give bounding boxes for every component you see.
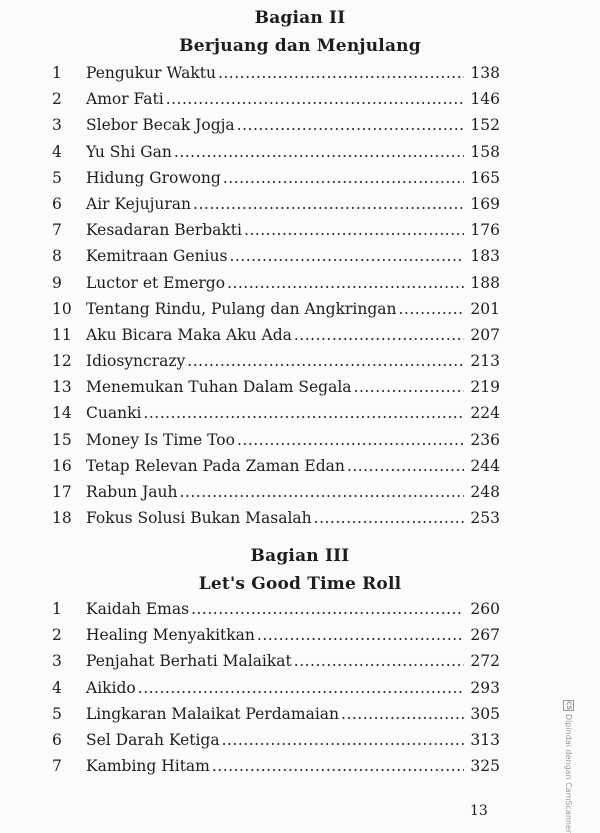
toc-entry-number: 18: [52, 509, 72, 528]
toc-entry-number: 14: [52, 404, 72, 423]
toc-entry-title: Luctor et Emergo: [86, 273, 226, 292]
toc-entry: [52, 402, 500, 428]
toc-entry-number: 3: [52, 116, 62, 135]
toc-dot-leader: [180, 481, 464, 503]
toc-entry-page: 325: [470, 757, 500, 776]
toc-dot-leader: [191, 598, 464, 620]
toc-entry-page: 272: [470, 652, 500, 671]
toc-entry: [52, 167, 500, 193]
section2-part-heading: Bagian II: [254, 8, 346, 28]
toc-entry-page: 188: [470, 273, 500, 292]
toc-entry-number: 9: [52, 273, 62, 292]
toc-dot-leader: [229, 245, 464, 267]
toc-entry-number: 4: [52, 142, 62, 161]
toc-entry-number: 16: [52, 456, 72, 475]
toc-entry-title: Sel Darah Ketiga: [86, 730, 220, 749]
toc-entry-number: 5: [52, 168, 62, 187]
toc-entry-title: Rabun Jauh: [86, 483, 178, 501]
toc-dot-leader: [244, 219, 464, 241]
toc-entry: [52, 729, 500, 755]
toc-entry-title: Kambing Hitam: [86, 757, 210, 776]
toc-entry-title: Hidung Growong: [86, 168, 221, 187]
toc-entry-page: 176: [470, 221, 500, 240]
toc-entry-number: 13: [52, 378, 72, 397]
section3-toc-list: [52, 598, 500, 781]
toc-entry: [52, 376, 500, 402]
toc-dot-leader: [174, 141, 464, 163]
toc-entry: [52, 429, 500, 455]
section2-toc-list: [52, 62, 500, 533]
toc-entry-page: 207: [470, 325, 500, 344]
scanner-watermark: [563, 700, 574, 833]
toc-entry-title: Lingkaran Malaikat Perdamaian: [86, 704, 340, 723]
toc-entry-number: 11: [52, 325, 72, 344]
toc-entry: [52, 193, 500, 219]
toc-entry-page: 305: [470, 704, 500, 723]
toc-dot-leader: [193, 193, 464, 215]
toc-dot-leader: [314, 507, 464, 529]
toc-entry-title: Air Kejujuran: [86, 194, 192, 213]
section2-title-heading: Berjuang dan Menjulang: [179, 36, 421, 56]
toc-entry-page: 219: [470, 378, 500, 397]
section3-title-heading: Let's Good Time Roll: [198, 574, 402, 594]
toc-entry-title: Tentang Rindu, Pulang dan Angkringan: [86, 299, 397, 318]
toc-entry-page: 158: [470, 142, 500, 161]
toc-entry-title: Kemitraan Genius: [86, 247, 228, 266]
toc-entry-title: Aku Bicara Maka Aku Ada: [86, 325, 292, 344]
toc-entry-number: 12: [52, 352, 72, 371]
toc-entry-number: 17: [52, 483, 72, 501]
toc-entry-title: Amor Fati: [86, 90, 164, 109]
toc-entry-title: Kesadaran Berbakti: [86, 221, 242, 240]
toc-entry-number: 2: [52, 626, 62, 645]
toc-entry-title: Fokus Solusi Bukan Masalah: [86, 509, 312, 528]
toc-entry: [52, 114, 500, 140]
toc-dot-leader: [222, 729, 464, 751]
toc-entry-title: Tetap Relevan Pada Zaman Edan: [86, 456, 345, 475]
toc-entry: [52, 481, 500, 507]
page-number: 13: [470, 803, 488, 819]
toc-dot-leader: [187, 350, 464, 372]
toc-entry-number: 7: [52, 221, 62, 240]
section3-part-heading: Bagian III: [250, 546, 350, 566]
toc-entry-page: 138: [470, 64, 500, 82]
toc-dot-leader: [218, 62, 464, 84]
toc-entry-title: Pengukur Waktu: [86, 64, 216, 82]
toc-entry-page: 248: [470, 483, 500, 501]
toc-entry-page: 213: [470, 352, 500, 371]
toc-dot-leader: [227, 272, 464, 294]
toc-entry-page: 236: [470, 430, 500, 449]
toc-dot-leader: [257, 624, 464, 646]
toc-entry-page: 152: [470, 116, 500, 135]
toc-entry: [52, 62, 500, 88]
toc-entry-title: Cuanki: [86, 404, 142, 423]
toc-dot-leader: [347, 455, 464, 477]
toc-entry-title: Idiosyncrazy: [86, 352, 186, 371]
toc-entry-title: Money Is Time Too: [86, 430, 235, 449]
toc-entry: [52, 272, 500, 298]
toc-entry-title: Kaidah Emas: [86, 600, 190, 618]
toc-dot-leader: [237, 429, 464, 451]
toc-entry-number: 2: [52, 90, 62, 109]
toc-entry-page: 244: [470, 456, 500, 475]
toc-entry-number: 1: [52, 600, 62, 618]
toc-entry: [52, 755, 500, 781]
toc-entry-number: 5: [52, 704, 62, 723]
toc-entry-page: 253: [470, 509, 500, 528]
toc-entry-page: 201: [470, 299, 500, 318]
toc-entry-number: 6: [52, 730, 62, 749]
toc-entry-page: 313: [470, 730, 500, 749]
toc-entry: [52, 141, 500, 167]
toc-entry: [52, 624, 500, 650]
toc-dot-leader: [212, 755, 464, 777]
toc-dot-leader: [294, 650, 464, 672]
toc-entry: [52, 507, 500, 533]
toc-entry: [52, 650, 500, 676]
toc-entry-title: Penjahat Berhati Malaikat: [86, 652, 292, 671]
toc-dot-leader: [398, 298, 464, 320]
toc-entry: [52, 677, 500, 703]
toc-dot-leader: [237, 114, 464, 136]
toc-entry-title: Aikido: [86, 678, 136, 697]
toc-entry: [52, 455, 500, 481]
toc-entry-page: 224: [470, 404, 500, 423]
toc-entry-title: Healing Menyakitkan: [86, 626, 255, 645]
toc-entry: [52, 703, 500, 729]
toc-entry-page: 260: [470, 600, 500, 618]
toc-entry: [52, 245, 500, 271]
toc-entry-page: 165: [470, 168, 500, 187]
toc-entry-page: 267: [470, 626, 500, 645]
toc-entry-number: 1: [52, 64, 62, 82]
watermark-text: Dipindai dengan CamScanner: [564, 714, 573, 833]
toc-dot-leader: [223, 167, 464, 189]
toc-entry: [52, 298, 500, 324]
camscanner-icon: CS: [565, 701, 572, 710]
toc-entry: [52, 350, 500, 376]
toc-entry-page: 183: [470, 247, 500, 266]
toc-entry-title: Yu Shi Gan: [86, 142, 172, 161]
toc-entry-number: 10: [52, 299, 72, 318]
toc-entry-number: 8: [52, 247, 62, 266]
toc-entry-page: 169: [470, 194, 500, 213]
toc-dot-leader: [354, 376, 464, 398]
toc-entry-page: 293: [470, 678, 500, 697]
toc-entry-page: 146: [470, 90, 500, 109]
toc-entry-number: 3: [52, 652, 62, 671]
toc-entry-number: 6: [52, 194, 62, 213]
toc-entry-number: 4: [52, 678, 62, 697]
toc-dot-leader: [143, 402, 464, 424]
toc-entry: [52, 324, 500, 350]
toc-entry: [52, 219, 500, 245]
toc-entry-number: 15: [52, 430, 72, 449]
toc-entry: [52, 88, 500, 114]
toc-dot-leader: [138, 677, 464, 699]
toc-dot-leader: [341, 703, 464, 725]
toc-entry-number: 7: [52, 757, 62, 776]
toc-dot-leader: [166, 88, 464, 110]
toc-entry-title: Menemukan Tuhan Dalam Segala: [86, 378, 352, 397]
toc-dot-leader: [294, 324, 464, 346]
toc-entry: [52, 598, 500, 624]
toc-entry-title: Slebor Becak Jogja: [86, 116, 235, 135]
